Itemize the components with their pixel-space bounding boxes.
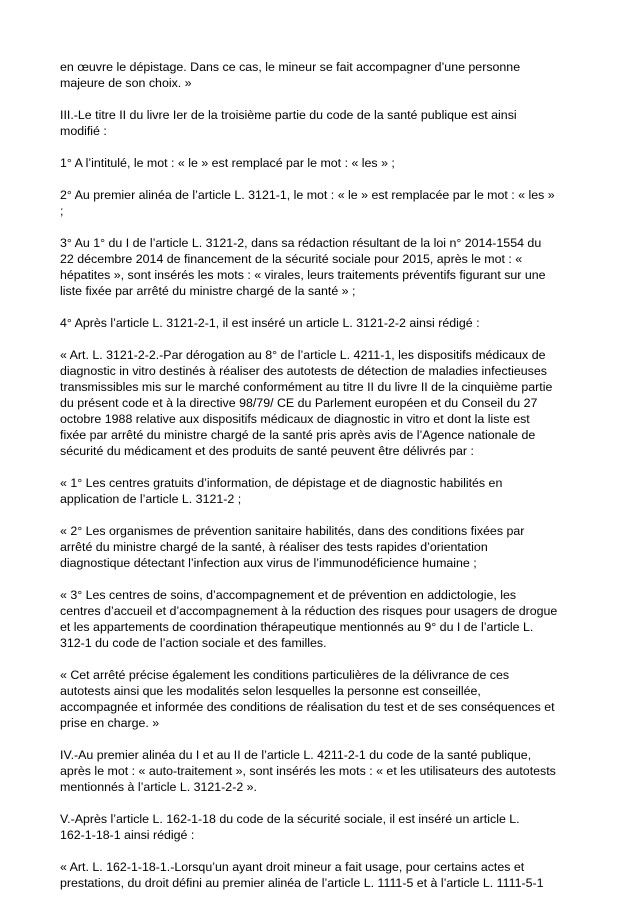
paragraph: [60, 475, 580, 507]
paragraph: [60, 523, 580, 571]
text-line: autotests ainsi que les modalités selon lesquelles la personne est conseillée,: [60, 684, 481, 698]
text-line: application de l’article L. 3121-2 ;: [60, 492, 242, 506]
text-line: « 2° Les organismes de prévention sanitaire habilités, dans des conditions fixées par: [60, 524, 525, 538]
text-line: modifié :: [60, 124, 107, 138]
text-line: 3° Au 1° du I de l’article L. 3121-2, dans sa rédaction résultant de la loi n° 2014-1554 du: [60, 236, 542, 250]
text-line: 162-1-18-1 ainsi rédigé :: [60, 828, 195, 842]
text-line: « Art. L. 162-1-18-1.-Lorsqu’un ayant droit mineur a fait usage, pour certains actes et: [60, 860, 525, 874]
text-line: « Art. L. 3121-2-2.-Par dérogation au 8° de l’article L. 4211-1, les dispositifs médicaux de: [60, 348, 546, 362]
text-line: 312-1 du code de l’action sociale et des familles.: [60, 636, 327, 650]
text-line: du présent code et à la directive 98/79/ CE du Parlement européen et du Conseil du 27: [60, 396, 538, 410]
text-line: mentionnés à l’article L. 3121-2-2 ».: [60, 780, 257, 794]
text-line: diagnostic in vitro destinés à réaliser des autotests de détection de maladies infectieuses: [60, 364, 547, 378]
text-line: III.-Le titre II du livre Ier de la troisième partie du code de la santé publique est ainsi: [60, 108, 517, 122]
text-line: 22 décembre 2014 de financement de la sécurité sociale pour 2015, après le mot : «: [60, 252, 523, 266]
paragraph: [60, 667, 580, 731]
text-line: accompagnée et informée des conditions de réalisation du test et de ses conséquences et: [60, 700, 555, 714]
text-line: prestations, du droit défini au premier alinéa de l’article L. 1111-5 et à l’article L. 1111-5-1: [60, 876, 544, 890]
paragraph: [60, 187, 580, 219]
paragraph: [60, 107, 580, 139]
text-line: en œuvre le dépistage. Dans ce cas, le mineur se fait accompagner d’une personne: [60, 60, 521, 74]
text-line: centres d’accueil et d’accompagnement à la réduction des risques pour usagers de drogue: [60, 604, 558, 618]
text-line: majeure de son choix. »: [60, 76, 192, 90]
paragraph: [60, 347, 580, 459]
text-line: liste fixée par arrêté du ministre chargé de la santé » ;: [60, 284, 356, 298]
text-line: après le mot : « auto-traitement », sont insérés les mots : « et les utilisateurs des autotests: [60, 764, 556, 778]
paragraph: [60, 747, 580, 795]
text-line: V.-Après l’article L. 162-1-18 du code de la sécurité sociale, il est inséré un article L.: [60, 812, 520, 826]
text-line: diagnostique détectant l’infection aux virus de l’immunodéficience humaine ;: [60, 556, 477, 570]
paragraph: [60, 155, 580, 171]
paragraph: [60, 59, 580, 91]
text-line: « 3° Les centres de soins, d’accompagnement et de prévention en addictologie, les: [60, 588, 517, 602]
text-line: octobre 1988 relative aux dispositifs médicaux de diagnostic in vitro et dont la liste est: [60, 412, 530, 426]
text-line: et les appartements de coordination thérapeutique mentionnés au 9° du I de l’article L.: [60, 620, 534, 634]
text-line: « Cet arrêté précise également les conditions particulières de la délivrance de ces: [60, 668, 510, 682]
text-line: hépatites », sont insérés les mots : « virales, leurs traitements préventifs figurant sur une: [60, 268, 546, 282]
text-line: arrêté du ministre chargé de la santé, à réaliser des tests rapides d’orientation: [60, 540, 488, 554]
text-line: 1° A l’intitulé, le mot : « le » est remplacé par le mot : « les » ;: [60, 156, 395, 170]
text-line: sécurité du médicament et des produits de santé peuvent être délivrés par :: [60, 444, 474, 458]
paragraph: [60, 315, 580, 331]
paragraph: [60, 811, 580, 843]
text-line: « 1° Les centres gratuits d’information, de dépistage et de diagnostic habilités en: [60, 476, 503, 490]
text-line: fixée par arrêté du ministre chargé de la santé pris après avis de l’Agence nationale de: [60, 428, 536, 442]
text-line: 4° Après l’article L. 3121-2-1, il est inséré un article L. 3121-2-2 ainsi rédigé :: [60, 316, 480, 330]
paragraph: [60, 859, 580, 891]
text-line: prise en charge. »: [60, 716, 160, 730]
text-line: IV.-Au premier alinéa du I et au II de l’article L. 4211-2-1 du code de la santé publique,: [60, 748, 532, 762]
paragraph: [60, 235, 580, 299]
document-page: [60, 59, 580, 907]
paragraph: [60, 587, 580, 651]
text-line: ;: [60, 204, 64, 218]
text-line: transmissibles mis sur le marché conformément au titre II du livre II de la cinquième partie: [60, 380, 553, 394]
text-line: 2° Au premier alinéa de l’article L. 3121-1, le mot : « le » est remplacée par le mot : « les »: [60, 188, 555, 202]
